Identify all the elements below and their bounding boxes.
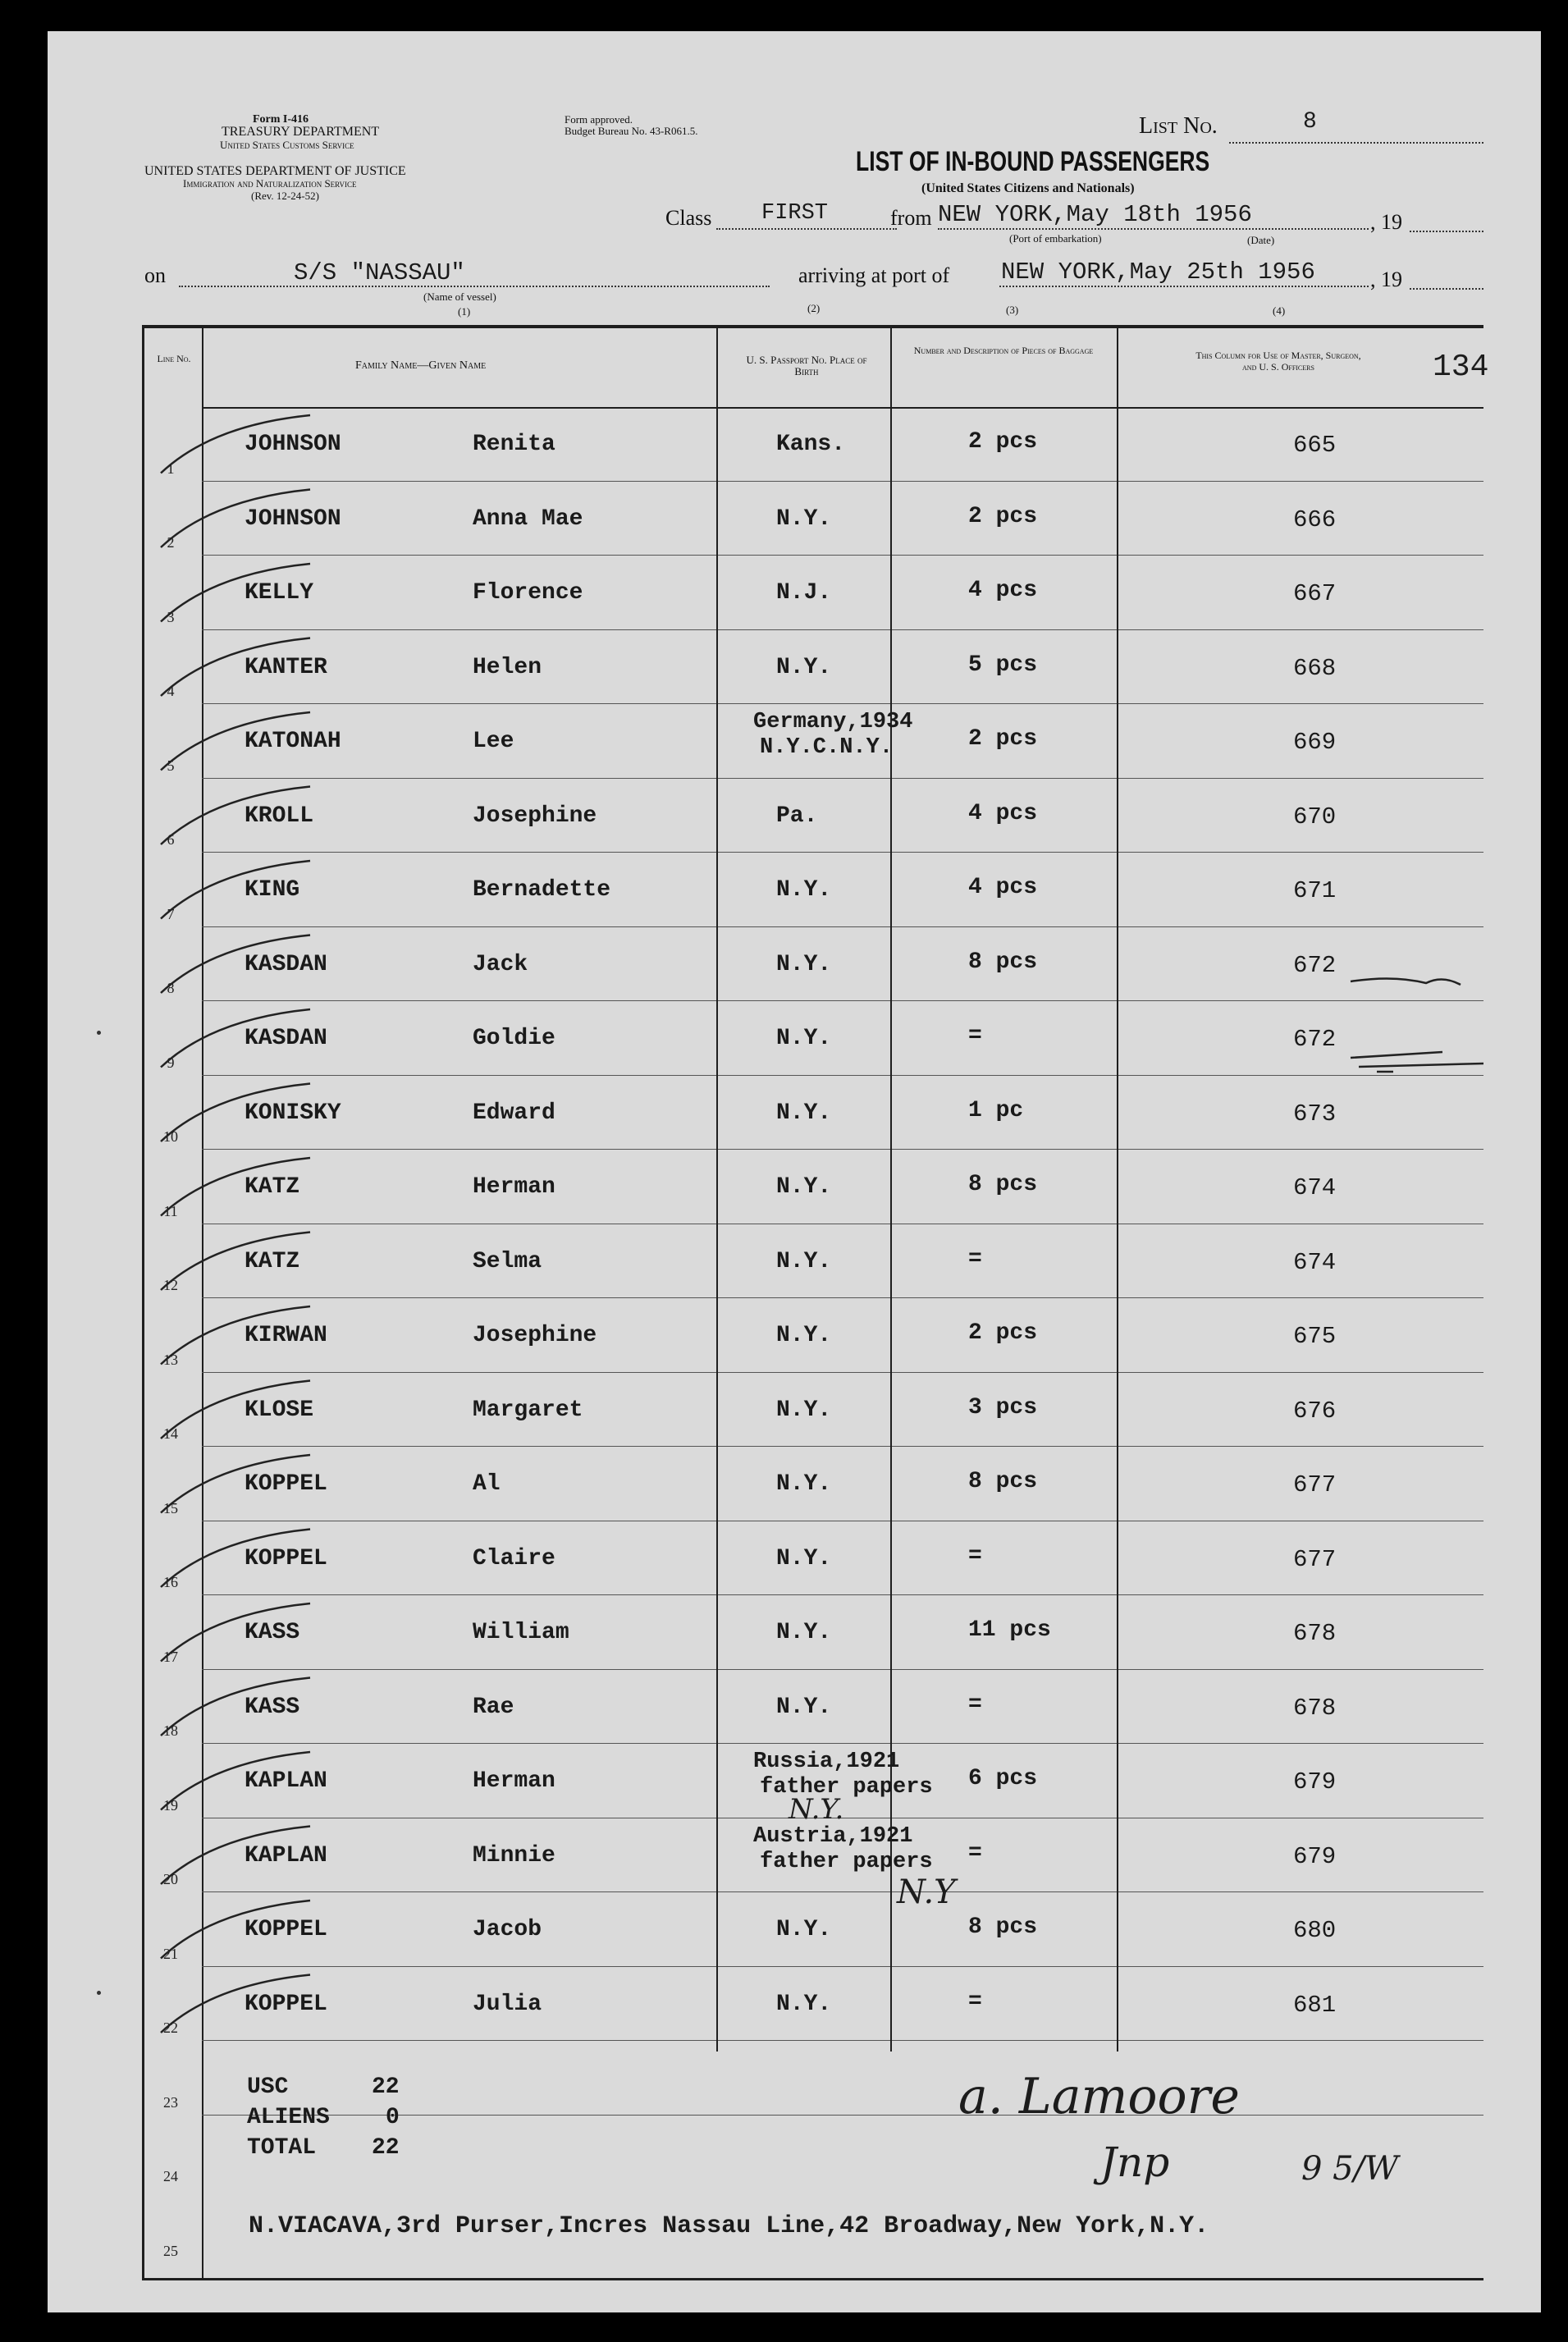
officer-number: 679 bbox=[1293, 1842, 1337, 1870]
year-suffix-2: , 19 bbox=[1370, 268, 1402, 291]
family-name: KOPPEL bbox=[245, 1545, 327, 1571]
family-name: KOPPEL bbox=[245, 1991, 327, 2017]
given-name: Helen bbox=[473, 654, 542, 680]
form-title: LIST OF IN-BOUND PASSENGERS bbox=[856, 146, 1210, 177]
col-header-passport: U. S. Passport No. Place of Birth bbox=[746, 354, 867, 377]
given-name: Florence bbox=[473, 580, 583, 606]
col-header-officers: This Column for Use of Master, Surgeon, and U. S. Officers bbox=[1195, 350, 1361, 373]
birth-place: N.Y. bbox=[776, 877, 832, 903]
col-header-baggage: Number and Description of Pieces of Baggage bbox=[913, 345, 1094, 356]
birth-place: N.Y. bbox=[776, 1174, 832, 1200]
officer-number: 677 bbox=[1293, 1471, 1337, 1498]
birth-place: N.Y. bbox=[776, 1471, 832, 1497]
family-name: KAPLAN bbox=[245, 1842, 327, 1869]
revision-date: (Rev. 12-24-52) bbox=[251, 190, 319, 202]
given-name: Renita bbox=[473, 432, 555, 457]
treasury-dept: TREASURY DEPARTMENT bbox=[222, 125, 380, 139]
check-mark bbox=[161, 564, 310, 622]
baggage: 2 pcs bbox=[968, 503, 1038, 529]
arriving-label: arriving at port of bbox=[798, 263, 950, 287]
birth-place-line-2: N.Y.C.N.Y. bbox=[760, 735, 894, 760]
birth-place: N.Y. bbox=[776, 1397, 832, 1423]
check-mark bbox=[161, 1306, 310, 1365]
baggage: = bbox=[968, 1691, 982, 1718]
check-mark bbox=[161, 490, 310, 548]
aliens-value: 0 bbox=[386, 2105, 400, 2130]
line-number: 23 bbox=[163, 2093, 178, 2111]
line-number: 19 bbox=[163, 1796, 178, 1814]
officer-number: 672 bbox=[1293, 951, 1337, 979]
class-value: FIRST bbox=[761, 201, 829, 226]
given-name: Bernadette bbox=[473, 877, 611, 903]
given-name: Herman bbox=[473, 1768, 555, 1794]
birth-place: N.Y. bbox=[776, 951, 832, 977]
birth-place: Germany,1934 bbox=[753, 710, 913, 734]
baggage: 8 pcs bbox=[968, 1172, 1038, 1197]
birth-place: Pa. bbox=[776, 803, 818, 829]
usc-value: 22 bbox=[372, 2074, 400, 2100]
officer-number: 681 bbox=[1293, 1991, 1337, 2019]
date-caption: (Date) bbox=[1247, 234, 1275, 246]
signature: a. Lamoore bbox=[958, 2068, 1240, 2125]
given-name: Claire bbox=[473, 1545, 555, 1571]
vessel-name: S/S "NASSAU" bbox=[294, 259, 465, 286]
birth-place: N.Y. bbox=[776, 1323, 832, 1348]
given-name: Margaret bbox=[473, 1397, 583, 1423]
family-name: KROLL bbox=[245, 803, 314, 829]
given-name: Selma bbox=[473, 1248, 542, 1274]
col-num-4: (4) bbox=[1273, 304, 1286, 317]
line-number: 7 bbox=[167, 905, 175, 922]
family-name: KLOSE bbox=[245, 1397, 314, 1423]
family-name: KASDAN bbox=[245, 1026, 327, 1051]
list-no-label: List No. bbox=[1139, 113, 1218, 139]
baggage: 8 pcs bbox=[968, 949, 1038, 975]
passenger-list-page bbox=[48, 31, 1541, 2312]
birth-place: N.Y. bbox=[776, 654, 832, 680]
baggage: = bbox=[968, 1246, 982, 1272]
birth-place: N.J. bbox=[776, 580, 832, 606]
given-name: Julia bbox=[473, 1991, 542, 2017]
officer-number: 667 bbox=[1293, 580, 1337, 607]
port-embark-caption: (Port of embarkation) bbox=[1009, 232, 1102, 245]
family-name: KANTER bbox=[245, 654, 327, 680]
check-mark bbox=[161, 1752, 310, 1810]
officer-number: 665 bbox=[1293, 432, 1337, 459]
check-mark bbox=[161, 1158, 310, 1216]
col-num-1: (1) bbox=[458, 305, 471, 318]
baggage: 1 pc bbox=[968, 1097, 1024, 1123]
given-name: Jacob bbox=[473, 1917, 542, 1942]
officer-number: 670 bbox=[1293, 803, 1337, 830]
baggage: 8 pcs bbox=[968, 1469, 1038, 1494]
officer-number: 672 bbox=[1293, 1026, 1337, 1053]
line-number: 17 bbox=[163, 1648, 178, 1665]
line-number: 11 bbox=[163, 1202, 178, 1219]
birth-place: N.Y. bbox=[776, 1991, 832, 2017]
given-name: Josephine bbox=[473, 803, 597, 829]
given-name: Anna Mae bbox=[473, 505, 583, 532]
baggage: 4 pcs bbox=[968, 800, 1038, 826]
family-name: KELLY bbox=[245, 580, 314, 606]
line-number: 6 bbox=[167, 831, 175, 848]
officer-number: 679 bbox=[1293, 1768, 1337, 1795]
given-name: Al bbox=[473, 1471, 501, 1497]
family-name: JOHNSON bbox=[245, 505, 341, 532]
line-number: 20 bbox=[163, 1871, 178, 1887]
given-name: Edward bbox=[473, 1100, 555, 1126]
form-number: Form I-416 bbox=[253, 113, 309, 126]
baggage: 8 pcs bbox=[968, 1914, 1038, 1940]
birth-place: N.Y. bbox=[776, 1620, 832, 1645]
birth-place: N.Y. bbox=[776, 1248, 832, 1274]
total-value: 22 bbox=[372, 2135, 400, 2161]
form-subtitle: (United States Citizens and Nationals) bbox=[921, 181, 1135, 195]
given-name: Herman bbox=[473, 1174, 555, 1200]
page-number: 134 bbox=[1433, 350, 1489, 385]
on-label: on bbox=[144, 263, 166, 287]
line-number: 4 bbox=[167, 683, 175, 699]
arriving-value: NEW YORK,May 25th 1956 bbox=[1001, 258, 1315, 286]
officer-number: 674 bbox=[1293, 1248, 1337, 1276]
officer-number: 674 bbox=[1293, 1174, 1337, 1201]
baggage: = bbox=[968, 1840, 982, 1866]
given-name: Jack bbox=[473, 951, 528, 977]
birth-place-line-2: father papers bbox=[760, 1775, 933, 1800]
birth-place: N.Y. bbox=[776, 1694, 832, 1720]
family-name: KOPPEL bbox=[245, 1917, 327, 1942]
ins-service: Immigration and Naturalization Service bbox=[183, 177, 357, 190]
family-name: KONISKY bbox=[245, 1100, 341, 1126]
baggage: = bbox=[968, 1988, 982, 2015]
check-mark bbox=[161, 1827, 310, 1885]
check-mark bbox=[161, 1530, 310, 1588]
check-mark bbox=[161, 1084, 310, 1142]
family-name: KATZ bbox=[245, 1174, 300, 1200]
given-name: Lee bbox=[473, 729, 514, 754]
family-name: KATONAH bbox=[245, 729, 341, 754]
line-number: 24 bbox=[163, 2168, 178, 2184]
officer-number: 669 bbox=[1293, 729, 1337, 756]
family-name: JOHNSON bbox=[245, 432, 341, 457]
col-num-2: (2) bbox=[807, 302, 821, 314]
line-number: 22 bbox=[163, 2020, 178, 2036]
line-number: 5 bbox=[167, 757, 175, 774]
line-number: 25 bbox=[163, 2242, 178, 2259]
check-mark bbox=[161, 1381, 310, 1439]
baggage: = bbox=[968, 1023, 982, 1049]
family-name: KOPPEL bbox=[245, 1471, 327, 1497]
family-name: KIRWAN bbox=[245, 1323, 327, 1348]
birth-place: Russia,1921 bbox=[753, 1750, 900, 1774]
family-name: KASS bbox=[245, 1620, 300, 1645]
col-header-name: Family Name—Given Name bbox=[355, 359, 487, 372]
baggage: 2 pcs bbox=[968, 1320, 1038, 1346]
check-mark bbox=[161, 1678, 310, 1736]
baggage: 2 pcs bbox=[968, 726, 1038, 752]
col-header-line: Line No. bbox=[157, 353, 191, 364]
given-name: Josephine bbox=[473, 1323, 597, 1348]
check-mark bbox=[161, 1233, 310, 1291]
given-name: William bbox=[473, 1620, 569, 1645]
line-number: 8 bbox=[167, 980, 175, 996]
check-mark bbox=[161, 861, 310, 919]
purser-footer: N.VIACAVA,3rd Purser,Incres Nassau Line,42 Broadway,New York,N.Y. bbox=[249, 2212, 1209, 2240]
usc-label: USC bbox=[247, 2074, 289, 2100]
vessel-caption: (Name of vessel) bbox=[423, 290, 496, 303]
check-mark bbox=[161, 1603, 310, 1662]
check-mark bbox=[161, 787, 310, 845]
family-name: KAPLAN bbox=[245, 1768, 327, 1794]
officer-number: 668 bbox=[1293, 654, 1337, 682]
family-name: KASS bbox=[245, 1694, 300, 1720]
handwritten-initials: Jnp bbox=[1100, 2138, 1170, 2186]
baggage: 11 pcs bbox=[968, 1617, 1051, 1643]
officer-number: 675 bbox=[1293, 1323, 1337, 1350]
line-number: 21 bbox=[163, 1945, 178, 1962]
check-mark bbox=[161, 1455, 310, 1513]
baggage: = bbox=[968, 1543, 982, 1569]
birth-place: Austria,1921 bbox=[753, 1823, 913, 1849]
birth-place: N.Y. bbox=[776, 1026, 832, 1051]
line-number: 2 bbox=[167, 534, 175, 551]
year-suffix-1: , 19 bbox=[1370, 210, 1402, 234]
line-number: 16 bbox=[163, 1574, 178, 1590]
line-number: 13 bbox=[163, 1351, 178, 1368]
baggage: 6 pcs bbox=[968, 1766, 1038, 1791]
from-label: from bbox=[890, 206, 932, 230]
line-number: 1 bbox=[167, 460, 175, 477]
officer-number: 666 bbox=[1293, 505, 1337, 533]
handwritten-ny-1: N.Y. bbox=[789, 1793, 844, 1826]
handwritten-ny-2: N.Y bbox=[897, 1873, 956, 1911]
officer-number: 678 bbox=[1293, 1620, 1337, 1647]
baggage: 2 pcs bbox=[968, 429, 1038, 455]
family-name: KATZ bbox=[245, 1248, 300, 1274]
margin-dot bbox=[97, 1031, 101, 1035]
officer-number: 678 bbox=[1293, 1694, 1337, 1722]
birth-place: N.Y. bbox=[776, 1917, 832, 1942]
check-marks-overlay bbox=[48, 31, 1541, 2312]
check-mark bbox=[161, 1901, 310, 1959]
check-mark bbox=[161, 712, 310, 771]
line-number: 12 bbox=[163, 1277, 178, 1293]
birth-place: N.Y. bbox=[776, 505, 832, 532]
col-num-3: (3) bbox=[1006, 304, 1019, 316]
family-name: KASDAN bbox=[245, 951, 327, 977]
margin-dot bbox=[97, 1991, 101, 1995]
check-mark bbox=[161, 638, 310, 697]
check-mark bbox=[161, 1975, 310, 2033]
birth-place: Kans. bbox=[776, 432, 846, 457]
birth-place: N.Y. bbox=[776, 1100, 832, 1126]
check-mark bbox=[161, 415, 310, 473]
from-value: NEW YORK,May 18th 1956 bbox=[938, 201, 1252, 228]
officer-number: 676 bbox=[1293, 1397, 1337, 1425]
check-mark bbox=[161, 1009, 310, 1068]
baggage: 5 pcs bbox=[968, 652, 1038, 678]
line-number: 15 bbox=[163, 1499, 178, 1516]
birth-place: N.Y. bbox=[776, 1545, 832, 1571]
given-name: Goldie bbox=[473, 1026, 555, 1051]
baggage: 3 pcs bbox=[968, 1394, 1038, 1420]
class-label: Class bbox=[665, 206, 712, 230]
handwritten-fraction: 9 5/W bbox=[1301, 2150, 1399, 2188]
justice-dept: UNITED STATES DEPARTMENT OF JUSTICE bbox=[144, 164, 406, 178]
officer-number: 677 bbox=[1293, 1545, 1337, 1573]
birth-place-line-2: father papers bbox=[760, 1849, 933, 1874]
budget-bureau: Budget Bureau No. 43-R061.5. bbox=[565, 125, 698, 137]
baggage: 4 pcs bbox=[968, 875, 1038, 900]
line-number: 10 bbox=[163, 1128, 178, 1145]
officer-number: 673 bbox=[1293, 1100, 1337, 1128]
family-name: KING bbox=[245, 877, 300, 903]
aliens-label: ALIENS bbox=[247, 2105, 330, 2130]
form-approved: Form approved. bbox=[565, 113, 633, 126]
list-no-value: 8 bbox=[1303, 109, 1317, 135]
given-name: Rae bbox=[473, 1694, 514, 1720]
total-label: TOTAL bbox=[247, 2135, 317, 2161]
customs-service: United States Customs Service bbox=[220, 139, 354, 151]
line-number: 9 bbox=[167, 1054, 175, 1071]
officer-number: 680 bbox=[1293, 1917, 1337, 1944]
line-number: 18 bbox=[163, 1722, 178, 1739]
check-mark bbox=[161, 935, 310, 994]
line-number: 3 bbox=[167, 608, 175, 625]
baggage: 4 pcs bbox=[968, 578, 1038, 603]
given-name: Minnie bbox=[473, 1842, 555, 1869]
officer-number: 671 bbox=[1293, 877, 1337, 904]
line-number: 14 bbox=[163, 1425, 178, 1442]
